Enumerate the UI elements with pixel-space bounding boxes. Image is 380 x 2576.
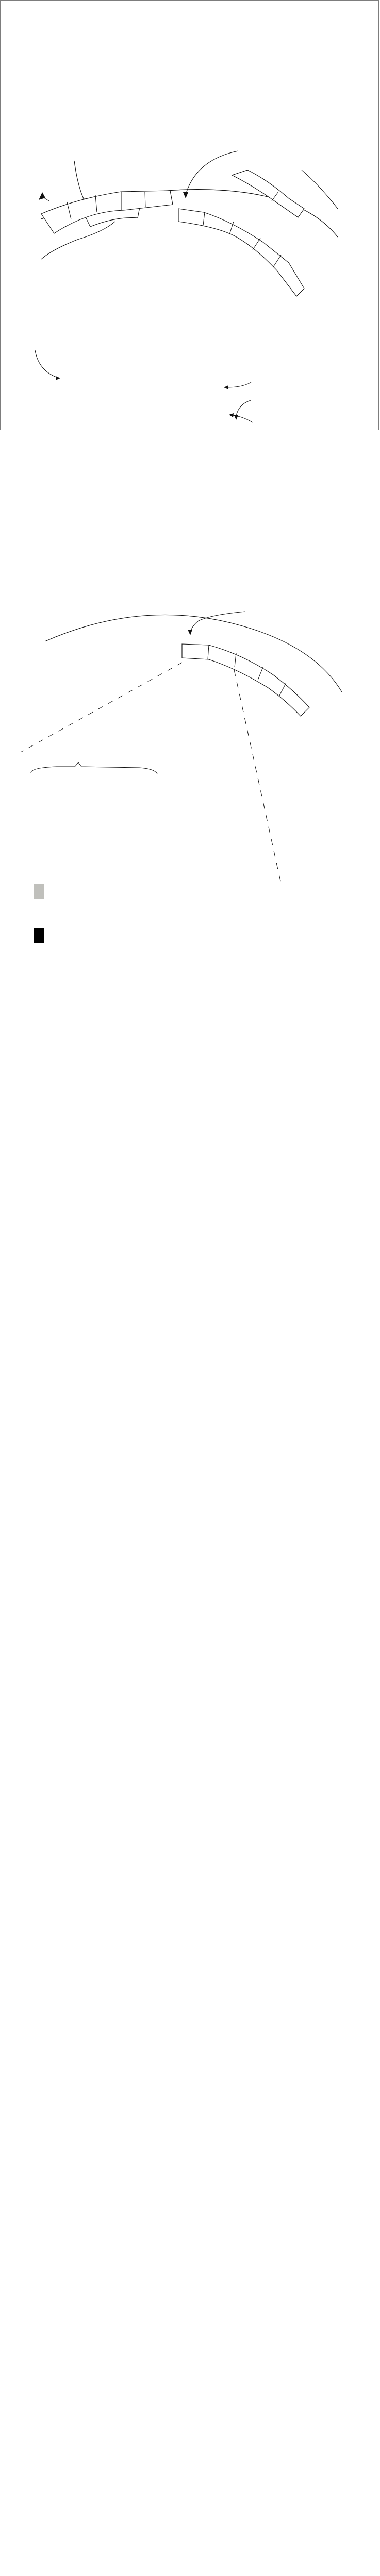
legend-high-swatch [34,928,44,943]
bit-strip [0,0,380,886]
legend-low-swatch [34,884,44,899]
